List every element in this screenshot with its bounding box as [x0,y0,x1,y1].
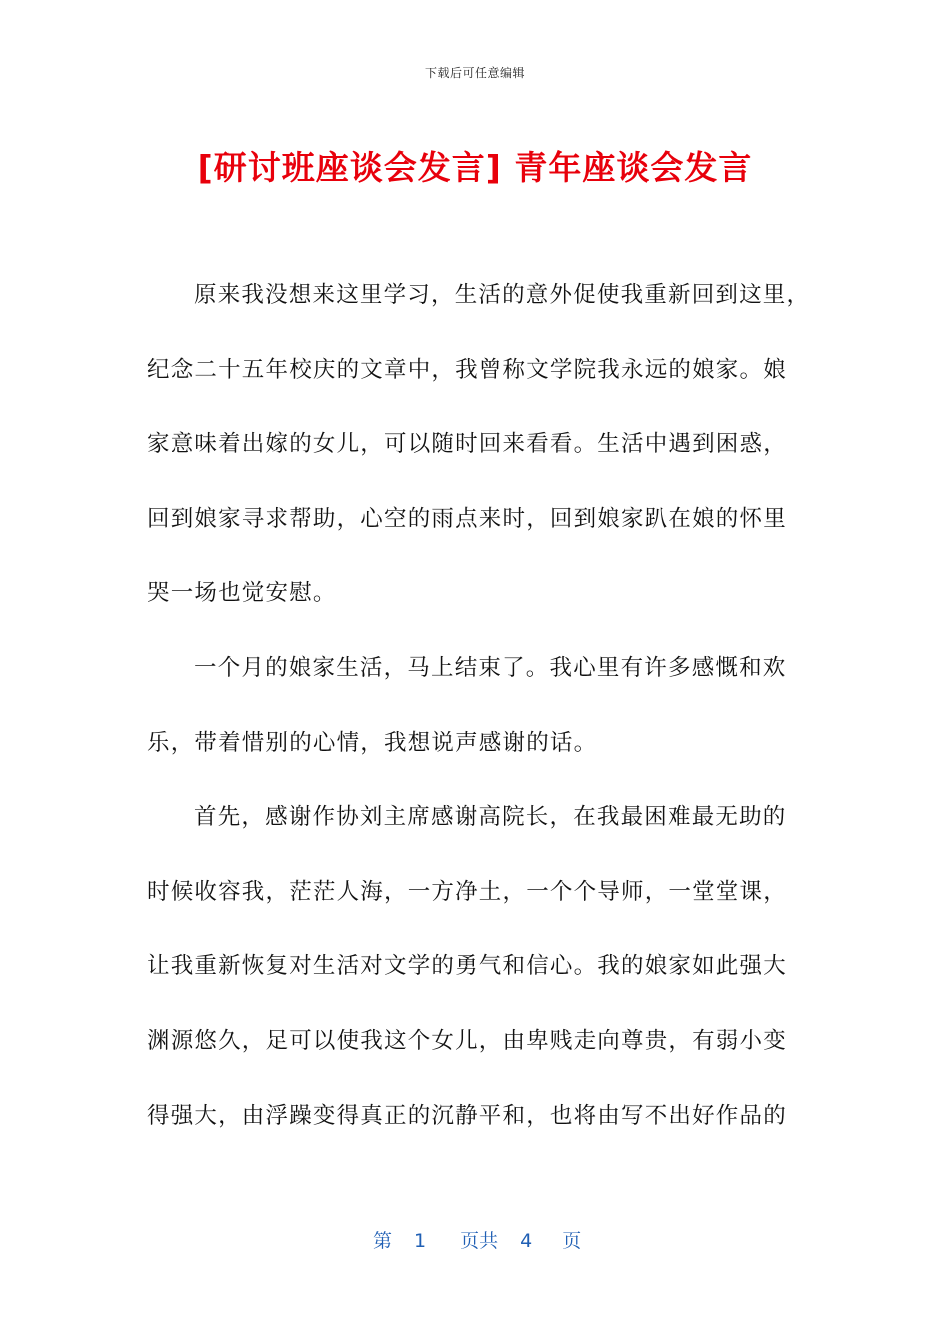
paragraph-line: 得强大，由浮躁变得真正的沉静平和，也将由写不出好作品的 [147,1102,787,1129]
current-page-number: 1 [414,1230,427,1252]
paragraph-line: 乐，带着惜别的心情，我想说声感谢的话。 [147,729,598,756]
paragraph-line: 时候收容我，茫茫人海，一方净土，一个个导师，一堂堂课， [147,878,787,905]
paragraph-line: 让我重新恢复对生活对文学的勇气和信心。我的娘家如此强大 [147,953,787,980]
paragraph-line: 一个月的娘家生活，马上结束了。我心里有许多感慨和欢 [194,654,787,681]
header-note: 下载后可任意编辑 [424,66,525,80]
paragraph-line: 家意味着出嫁的女儿，可以随时回来看看。生活中遇到困惑， [147,431,787,458]
paragraph-line: 回到娘家寻求帮助，心空的雨点来时，回到娘家趴在娘的怀里 [147,505,787,532]
paragraph-line: 原来我没想来这里学习，生活的意外促使我重新回到这里， [194,282,811,308]
total-pages-number: 4 [520,1230,533,1252]
document-title: [研讨班座谈会发言] 青年座谈会发言 [197,148,753,187]
paragraph-line: 纪念二十五年校庆的文章中，我曾称文学院我永远的娘家。娘 [147,356,787,383]
paragraph-line: 渊源悠久，足可以使我这个女儿，由卑贱走向尊贵，有弱小变 [147,1027,787,1054]
footer-label-ye: 页 [562,1230,582,1252]
footer-label-di: 第 [373,1230,393,1252]
document-body [147,270,811,1165]
paragraph-line: 首先，感谢作协刘主席感谢高院长，在我最困难最无助的 [194,804,787,831]
footer-label-ye-gong: 页共 [460,1230,499,1252]
paragraph-line: 哭一场也觉安慰。 [147,580,337,607]
page-footer [373,1226,581,1253]
